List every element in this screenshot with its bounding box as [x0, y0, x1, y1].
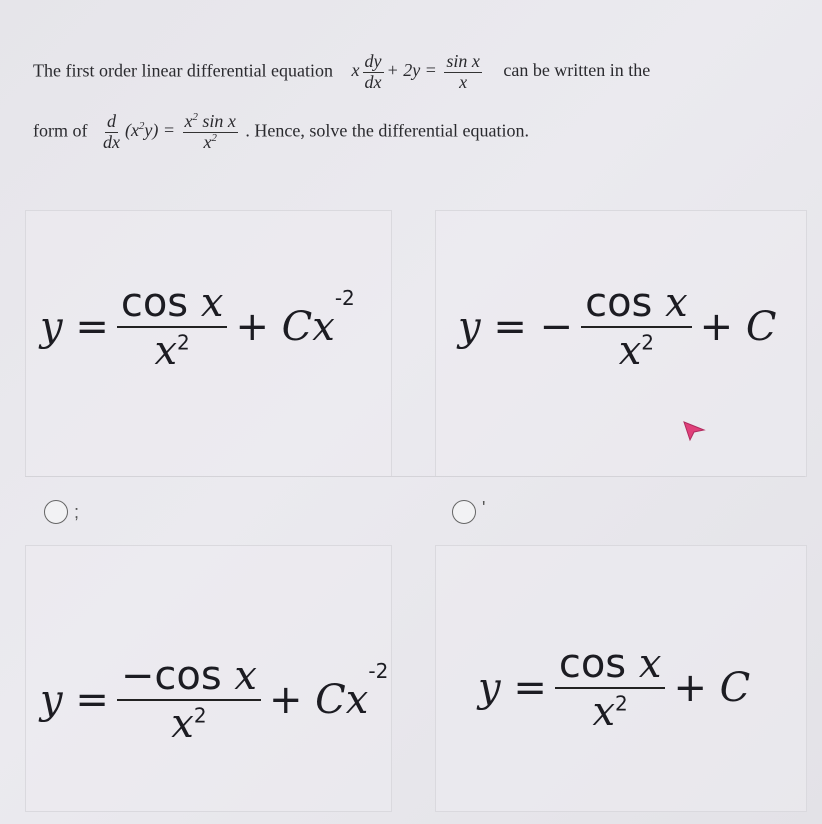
question-connector: can be written in the [503, 60, 651, 81]
question-conclusion: . Hence, solve the differential equation. [245, 120, 529, 141]
equation-de: x $\frac{dy}{dx}$ + 2y = $\frac{\text{sin x}}{x}$ [351, 51, 480, 92]
question-form-prefix: form of [33, 120, 88, 141]
option-b-radio[interactable] [452, 500, 476, 524]
question-line-1 [33, 52, 650, 93]
option-c-formula: y = −cos x $x^2$ + Cx $^{-2}$ [40, 653, 389, 747]
option-b-suffix: ' [482, 498, 486, 518]
option-a-suffix: ; [74, 502, 80, 522]
question-line-2 [33, 112, 529, 153]
option-a-radio[interactable] [44, 500, 68, 524]
option-a-formula: y = cos x $x^2$ + Cx $^{-2}$ [40, 280, 355, 374]
option-b-formula: y = − cos x $x^2$ + C [458, 280, 777, 374]
equation-form: $\frac{d}{dx}$ $(x^2y)$ = $\frac{x^2 \sin x}{x^2}$ [102, 111, 236, 152]
question-intro: The first order linear differential equation [33, 60, 334, 81]
divider [25, 476, 805, 477]
option-d-formula: y = cos x $x^2$ + C [478, 641, 751, 735]
cursor-icon [682, 420, 706, 442]
